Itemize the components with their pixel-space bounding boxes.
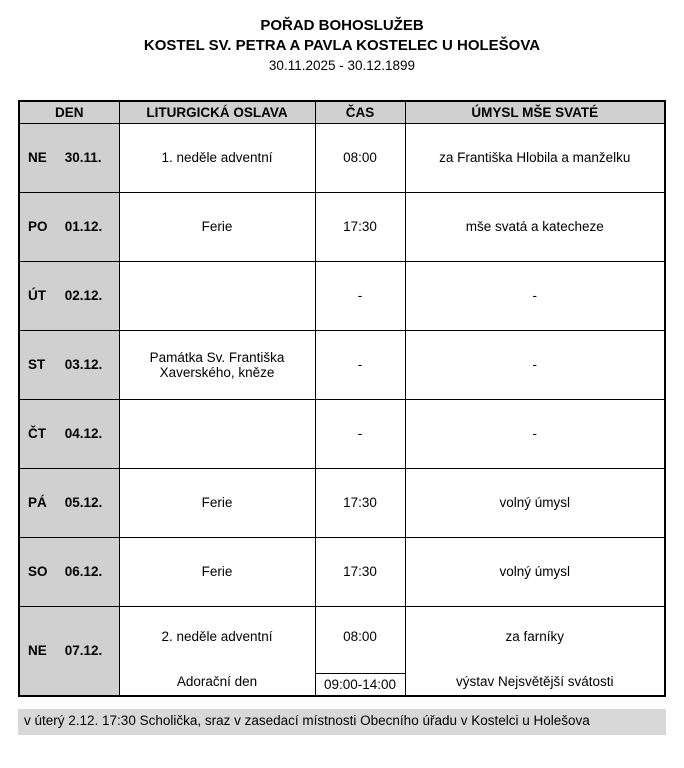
day-date: 02.12. <box>64 288 103 303</box>
table-row <box>19 192 665 261</box>
church-name: KOSTEL SV. PETRA A PAVLA KOSTELEC U HOLEŠOVA <box>143 37 541 54</box>
table-row <box>19 123 665 192</box>
day-abbr: PÁ <box>28 495 47 510</box>
celebration-cell: Ferie <box>119 192 315 261</box>
schedule-table <box>18 100 666 697</box>
day-date: 01.12. <box>64 219 103 234</box>
day-abbr: SO <box>28 564 48 579</box>
day-date: 04.12. <box>64 426 103 441</box>
intention-cell: - <box>405 330 665 399</box>
intention-cell: volný úmysl <box>405 537 665 606</box>
celebration-cell: 1. neděle adventní <box>119 123 315 192</box>
celebration-cell: Památka Sv. Františka Xaverského, kněze <box>119 330 315 399</box>
intention-cell: - <box>405 399 665 468</box>
day-date: 07.12. <box>64 643 103 659</box>
celebration-cell: Ferie <box>119 537 315 606</box>
table-row <box>19 261 665 330</box>
celebration-cell: Ferie <box>119 468 315 537</box>
time-cell <box>315 606 405 696</box>
day-date: 06.12. <box>64 564 103 579</box>
intention-line-2: výstav Nejsvětější svátosti <box>455 673 614 689</box>
time-cell: - <box>315 261 405 330</box>
day-date: 03.12. <box>64 357 103 372</box>
column-header-intention: ÚMYSL MŠE SVATÉ <box>405 101 665 123</box>
day-abbr: ST <box>28 357 46 372</box>
time-cell: 17:30 <box>315 537 405 606</box>
day-abbr: NE <box>28 643 47 659</box>
table-header-row <box>19 101 665 123</box>
celebration-line-1: 2. neděle adventní <box>161 628 273 644</box>
day-cell <box>19 606 119 696</box>
day-cell <box>19 123 119 192</box>
celebration-cell <box>119 261 315 330</box>
table-row <box>19 399 665 468</box>
intention-cell: mše svatá a katecheze <box>405 192 665 261</box>
page-title: POŘAD BOHOSLUŽEB <box>260 17 424 34</box>
time-cell: - <box>315 399 405 468</box>
table-row <box>19 330 665 399</box>
day-abbr: PO <box>28 219 48 234</box>
day-abbr: NE <box>28 150 47 165</box>
intention-cell <box>405 606 665 696</box>
celebration-cell <box>119 606 315 696</box>
column-header-day: DEN <box>19 101 119 123</box>
day-abbr: ČT <box>28 426 46 441</box>
day-cell <box>19 399 119 468</box>
intention-cell: - <box>405 261 665 330</box>
time-line-1: 08:00 <box>343 628 377 644</box>
day-cell <box>19 261 119 330</box>
day-cell <box>19 330 119 399</box>
intention-cell: volný úmysl <box>405 468 665 537</box>
time-cell: 17:30 <box>315 192 405 261</box>
time-cell: - <box>315 330 405 399</box>
day-abbr: ÚT <box>28 288 46 303</box>
day-cell <box>19 468 119 537</box>
intention-cell: za Františka Hlobila a manželku <box>405 123 665 192</box>
date-range: 30.11.2025 - 30.12.1899 <box>268 58 416 73</box>
day-cell <box>19 192 119 261</box>
day-date: 05.12. <box>64 495 103 510</box>
time-cell: 08:00 <box>315 123 405 192</box>
day-date: 30.11. <box>64 150 102 165</box>
column-header-time: ČAS <box>315 101 405 123</box>
intention-line-1: za farníky <box>505 628 565 644</box>
column-header-celebration: LITURGICKÁ OSLAVA <box>119 101 315 123</box>
document-header <box>18 16 666 76</box>
table-row <box>19 606 665 696</box>
celebration-line-2: Adorační den <box>176 673 258 689</box>
table-row <box>19 537 665 606</box>
time-line-2: 09:00-14:00 <box>316 673 405 695</box>
table-row <box>19 468 665 537</box>
footer-note: v úterý 2.12. 17:30 Scholička, sraz v zasedací místnosti Obecního úřadu v Kostelci u Holešova <box>18 709 666 735</box>
celebration-cell <box>119 399 315 468</box>
time-cell: 17:30 <box>315 468 405 537</box>
day-cell <box>19 537 119 606</box>
